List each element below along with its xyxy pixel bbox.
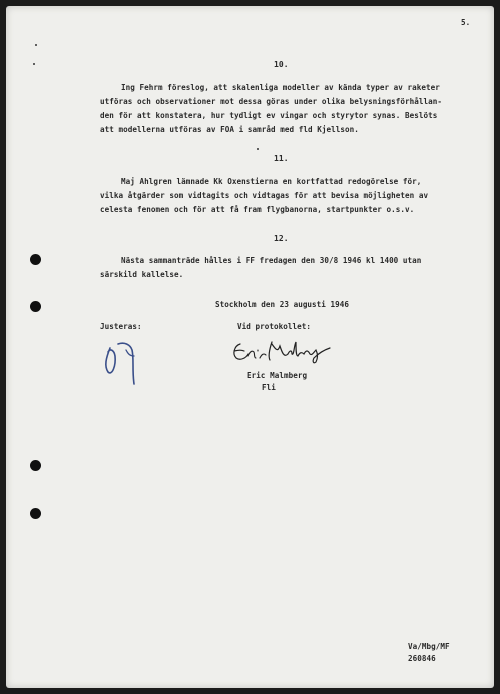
section-10-line: den för att konstatera, hur tydligt ev vingar och styrytor synas. Beslöts xyxy=(100,111,438,120)
protokoll-signature xyxy=(228,336,338,368)
justeras-label: Justeras: xyxy=(100,322,142,331)
reference-line-1: Va/Mbg/MF xyxy=(408,642,450,651)
reference-line-2: 260846 xyxy=(408,654,436,663)
speck xyxy=(35,44,37,46)
section-12-number: 12. xyxy=(274,234,289,243)
section-11-line: Maj Ahlgren lämnade Kk Oxenstierna en kortfattad redogörelse för, xyxy=(121,177,422,186)
punch-hole xyxy=(30,301,41,312)
justeras-signature xyxy=(96,336,156,396)
speck xyxy=(33,63,35,65)
punch-hole xyxy=(30,508,41,519)
section-10-line: att modellerna utföras av FOA i samråd med fld Kjellson. xyxy=(100,125,359,134)
signer-title: Fli xyxy=(262,383,276,392)
protokoll-label: Vid protokollet: xyxy=(237,322,311,331)
punch-hole xyxy=(30,254,41,265)
section-12-line: Nästa sammanträde hålles i FF fredagen den 30/8 1946 kl 1400 utan xyxy=(121,256,422,265)
section-10-number: 10. xyxy=(274,60,289,69)
place-date: Stockholm den 23 augusti 1946 xyxy=(215,300,350,309)
section-11-line: celesta fenomen och för att få fram flygbanorna, startpunkter o.s.v. xyxy=(100,205,415,214)
document-page xyxy=(6,6,494,688)
signer-name: Eric Malmberg xyxy=(247,371,308,380)
section-11-line: vilka åtgärder som vidtagits och vidtagas för att bevisa möjligheten av xyxy=(100,191,429,200)
punch-hole xyxy=(30,460,41,471)
section-10-line: Ing Fehrm föreslog, att skalenliga modeller av kända typer av raketer xyxy=(121,83,440,92)
section-12-line: särskild kallelse. xyxy=(100,270,184,279)
speck xyxy=(257,148,259,150)
section-11-number: 11. xyxy=(274,154,289,163)
page-number: 5. xyxy=(461,18,471,27)
section-10-line: utföras och observationer mot dessa göras under olika belysningsförhållan- xyxy=(100,97,443,106)
